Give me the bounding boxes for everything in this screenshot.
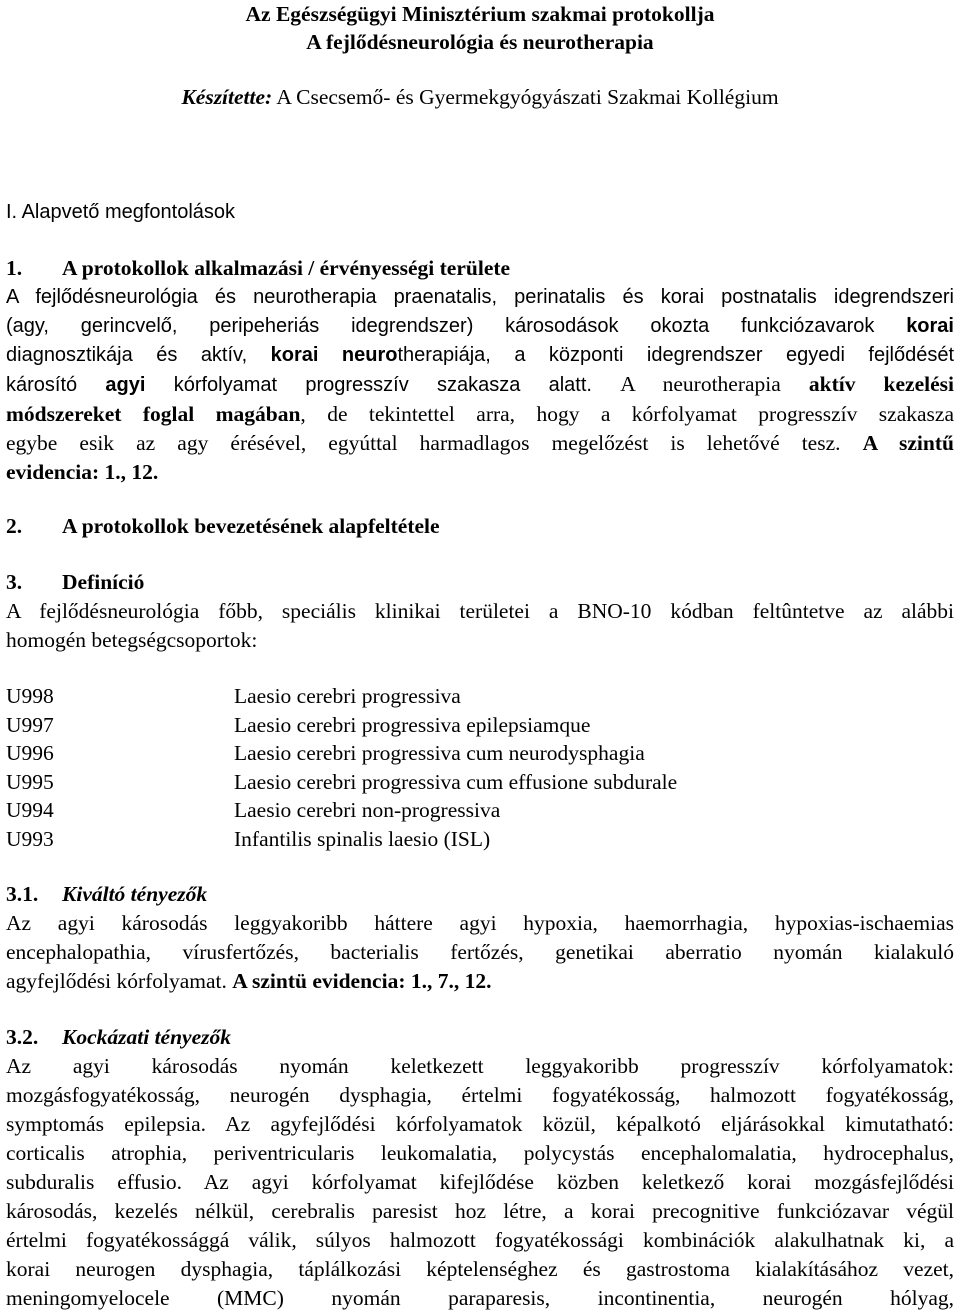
body-line: A fejlődésneurológia főbb, speciális klinikai területei a BNO-10 kódban feltûntetve az alábbi [6,599,954,623]
code-value: U994 [6,798,54,822]
author-label: Készítette: [181,85,273,109]
code-row [6,739,954,768]
body-line: károsító agyi kórfolyamat progresszív szakasza alatt. A neurotherapia aktív kezelési [6,372,954,396]
code-description: Laesio cerebri progressiva cum neurodysphagia [234,741,645,765]
bno-code-table [6,682,954,853]
section-heading-alapveto: I. Alapvető megfontolások [6,201,236,223]
code-row [6,825,954,854]
code-description: Laesio cerebri progressiva [234,684,461,708]
body-line: (agy, gerincvelő, peripeheriás idegrendszer) károsodások okozta funkciózavarok korai [6,315,954,337]
code-value: U997 [6,712,54,737]
code-description: Laesio cerebri progressiva epilepsiamque [234,712,591,737]
body-line: korai neurogen dysphagia, táplálkozási képtelenséghez és gastrostoma kialakításához vezet, [6,1257,954,1281]
author-line [6,83,954,112]
body-line: Az agyi károsodás nyomán keletkezett leggyakoribb progresszív kórfolyamatok: [6,1054,954,1078]
code-value: U998 [6,684,54,708]
body-line: corticalis atrophia, periventricularis leukomalatia, polycystás encephalomalatia, hydrocephalus, [6,1141,954,1165]
body-line: mozgásfogyatékosság, neurogén dysphagia, értelmi fogyatékosság, halmozott fogyatékosság, [6,1083,954,1107]
body-line: encephalopathia, vírusfertőzés, bacterialis fertőzés, genetikai aberratio nyomán kialakuló [6,940,954,964]
document-title-line1: Az Egészségügyi Minisztérium szakmai protokollja [245,2,715,26]
subsection-3-1-heading: 3.1. Kiváltó tényezők [6,882,208,906]
body-line: symptomás epilepsia. Az agyfejlődési kórfolyamatok közül, képalkotó eljárásokkal kimutatható: [6,1112,954,1136]
body-line: subduralis effusio. Az agyi kórfolyamat kifejlődése közben keletkező korai mozgásfejlődési [6,1170,954,1194]
code-value: U993 [6,826,54,851]
subsection-1-heading: 1. A protokollok alkalmazási / érvényességi területe [6,256,511,280]
subsection-3-2 [6,1023,954,1313]
body-line: A fejlődésneurológia és neurotherapia praenatalis, perinatalis és korai postnatalis idegrendszeri [6,286,954,308]
subsection-2-heading: 2. A protokollok bevezetésének alapfeltétele [6,514,440,538]
subsection-3-2-heading: 3.2. Kockázati tényezők [6,1025,231,1049]
code-row [6,796,954,825]
subsection-3-1 [6,880,954,996]
body-line: Az agyi károsodás leggyakoribb háttere agyi hypoxia, haemorrhagia, hypoxias-ischaemias [6,911,954,935]
author-value: A Csecsemő- és Gyermekgyógyászati Szakmai Kollégium [276,85,779,109]
code-row [6,682,954,711]
code-row [6,768,954,797]
code-description: Infantilis spinalis laesio (ISL) [234,826,491,851]
code-row [6,711,954,740]
code-description: Laesio cerebri progressiva cum effusione subdurale [234,769,678,794]
body-line: homogén betegségcsoportok: [6,628,258,652]
subsection-1-body [6,283,954,400]
subsection-3-heading: 3. Definíció [6,570,145,594]
evidence-line: evidencia: 1., 12. [6,460,159,484]
body-line: diagnosztikája és aktív, korai neurotherapiája, a központi idegrendszer egyedi fejlődését [6,344,955,366]
body-line: agyfejlődési kórfolyamat. A szintü evidencia: 1., 7., 12. [6,969,492,993]
code-description: Laesio cerebri non-progressiva [234,798,501,822]
subsection-3 [6,568,954,655]
body-line: módszereket foglal magában, de tekintettel arra, hogy a kórfolyamat progresszív szakasza [6,402,955,426]
code-value: U996 [6,741,54,765]
body-line: károsodás, kezelés nélkül, cerebralis paresist hoz létre, a korai precognitive funkciózavar végül [6,1199,954,1223]
code-value: U995 [6,769,54,794]
subsection-1-body-serif [6,400,954,487]
document-title-line2: A fejlődésneurológia és neurotherapia [306,30,654,54]
body-line: egybe esik az agy érésével, egyúttal harmadlagos megelőzést is lehetővé tesz. A szintű [6,431,954,455]
body-line: értelmi fogyatékossággá válik, súlyos halmozott fogyatékossági kombinációk alakulhatnak ki, a [6,1228,954,1252]
body-line: meningomyelocele (MMC) nyomán paraparesis, incontinentia, neurogén hólyag, [6,1286,954,1310]
subsection-1 [6,254,954,487]
